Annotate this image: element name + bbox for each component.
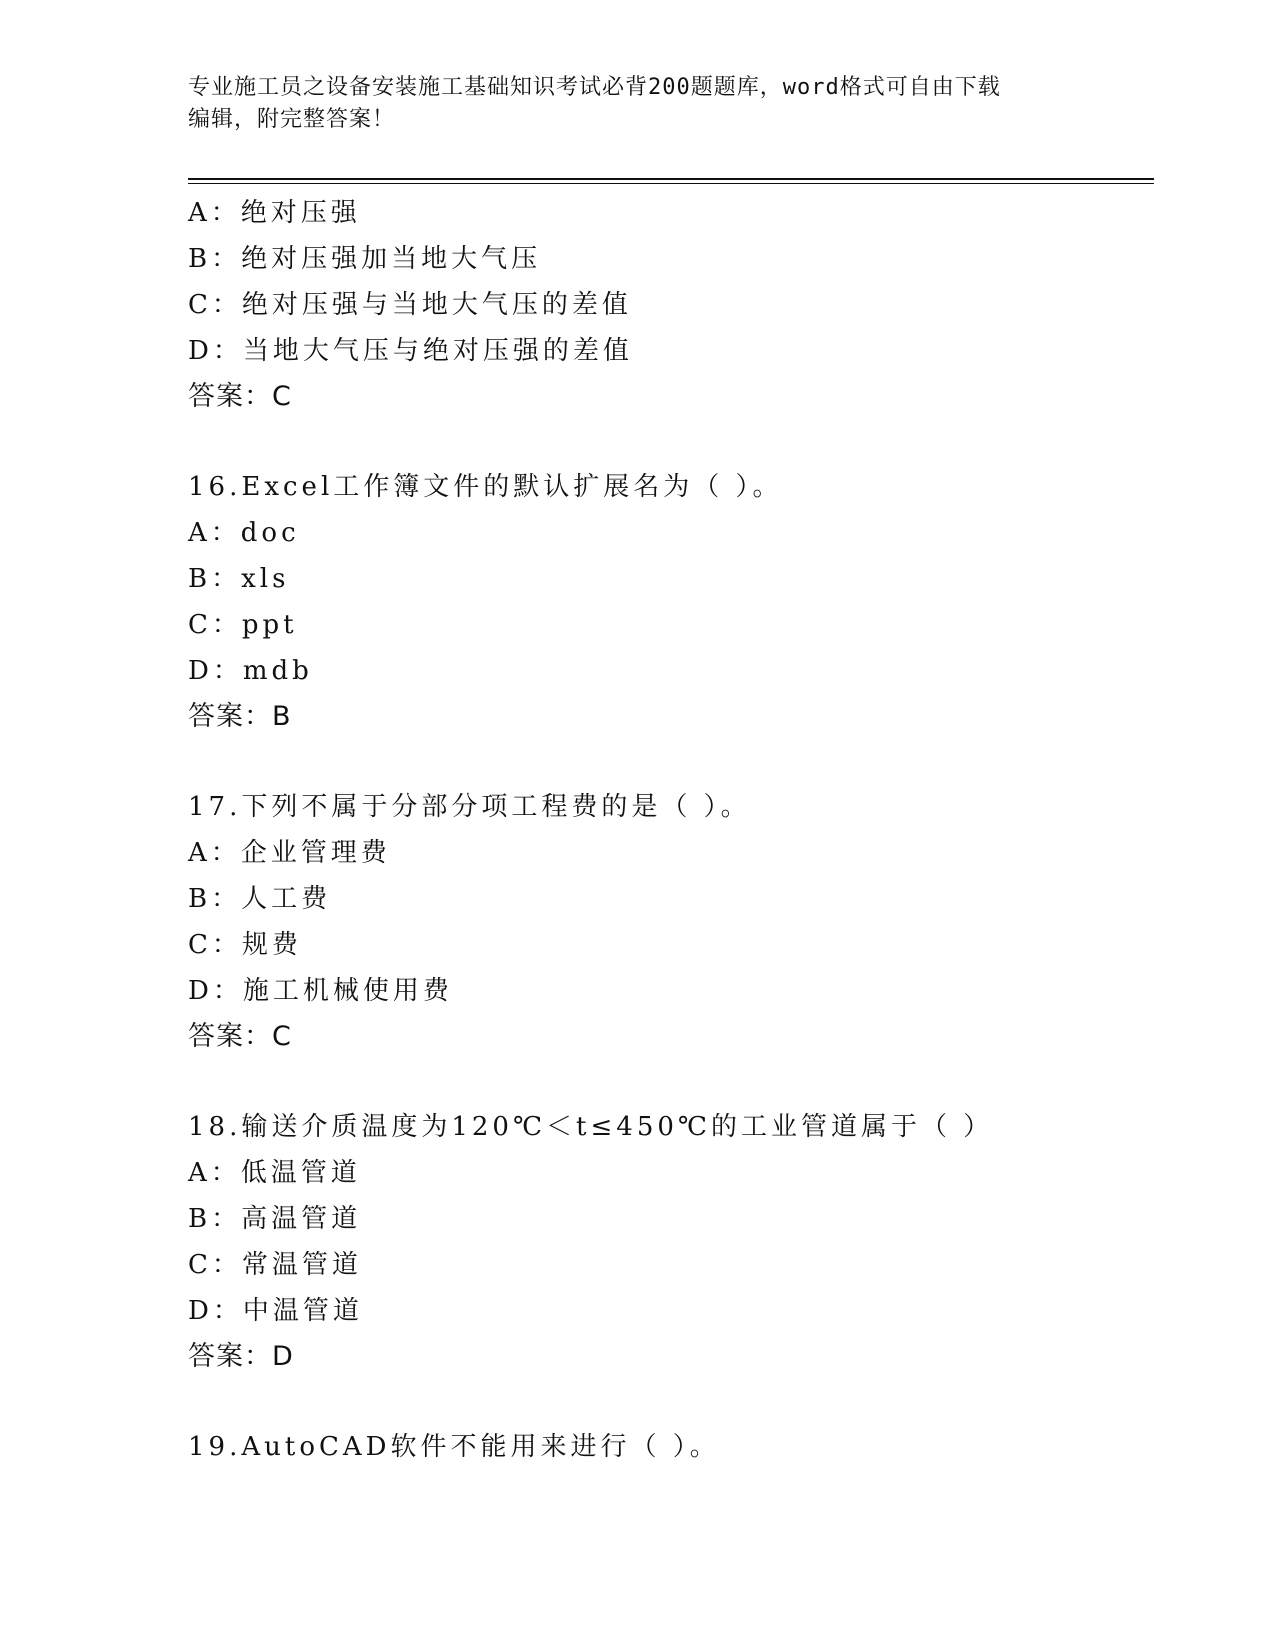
header-title-line-2: 编辑，附完整答案！ xyxy=(188,107,396,132)
option-d: D：中温管道 xyxy=(188,1296,363,1326)
question-text: 17.下列不属于分部分项工程费的是（ ）。 xyxy=(188,792,751,822)
spacer xyxy=(188,1060,1148,1104)
option-c: C：规费 xyxy=(188,930,302,960)
option-a: A：低温管道 xyxy=(188,1158,361,1188)
option-b: B：xls xyxy=(188,564,290,594)
option-c: C：ppt xyxy=(188,610,298,640)
answer-line: 答案：B xyxy=(188,701,292,732)
question-19 xyxy=(188,1424,1148,1470)
spacer xyxy=(188,740,1148,784)
spacer xyxy=(188,420,1148,464)
question-list xyxy=(188,190,1148,1470)
question-17 xyxy=(188,784,1148,1060)
question-15 xyxy=(188,190,1148,420)
option-b: B：人工费 xyxy=(188,884,332,914)
question-16 xyxy=(188,464,1148,740)
option-b: B：绝对压强加当地大气压 xyxy=(188,244,542,274)
option-a: A：绝对压强 xyxy=(188,198,361,228)
question-text: 19.AutoCAD软件不能用来进行（ ）。 xyxy=(188,1432,720,1462)
answer-line: 答案：D xyxy=(188,1341,294,1372)
question-text: 18.输送介质温度为120℃＜t≤450℃的工业管道属于（ ） xyxy=(188,1112,994,1142)
option-d: D：mdb xyxy=(188,656,313,686)
spacer xyxy=(188,1380,1148,1424)
question-18 xyxy=(188,1104,1148,1380)
header-divider xyxy=(188,178,1154,184)
option-d: D：当地大气压与绝对压强的差值 xyxy=(188,336,633,366)
option-d: D：施工机械使用费 xyxy=(188,976,453,1006)
answer-line: 答案：C xyxy=(188,1021,292,1052)
option-a: A：doc xyxy=(188,518,300,548)
option-c: C：常温管道 xyxy=(188,1250,362,1280)
document-header xyxy=(188,72,1088,136)
option-a: A：企业管理费 xyxy=(188,838,391,868)
question-text: 16.Excel工作簿文件的默认扩展名为（ ）。 xyxy=(188,472,783,502)
option-b: B：高温管道 xyxy=(188,1204,362,1234)
option-c: C：绝对压强与当地大气压的差值 xyxy=(188,290,632,320)
header-title-line-1: 专业施工员之设备安装施工基础知识考试必背200题题库，word格式可自由下载 xyxy=(188,75,1001,100)
answer-line: 答案：C xyxy=(188,381,292,412)
